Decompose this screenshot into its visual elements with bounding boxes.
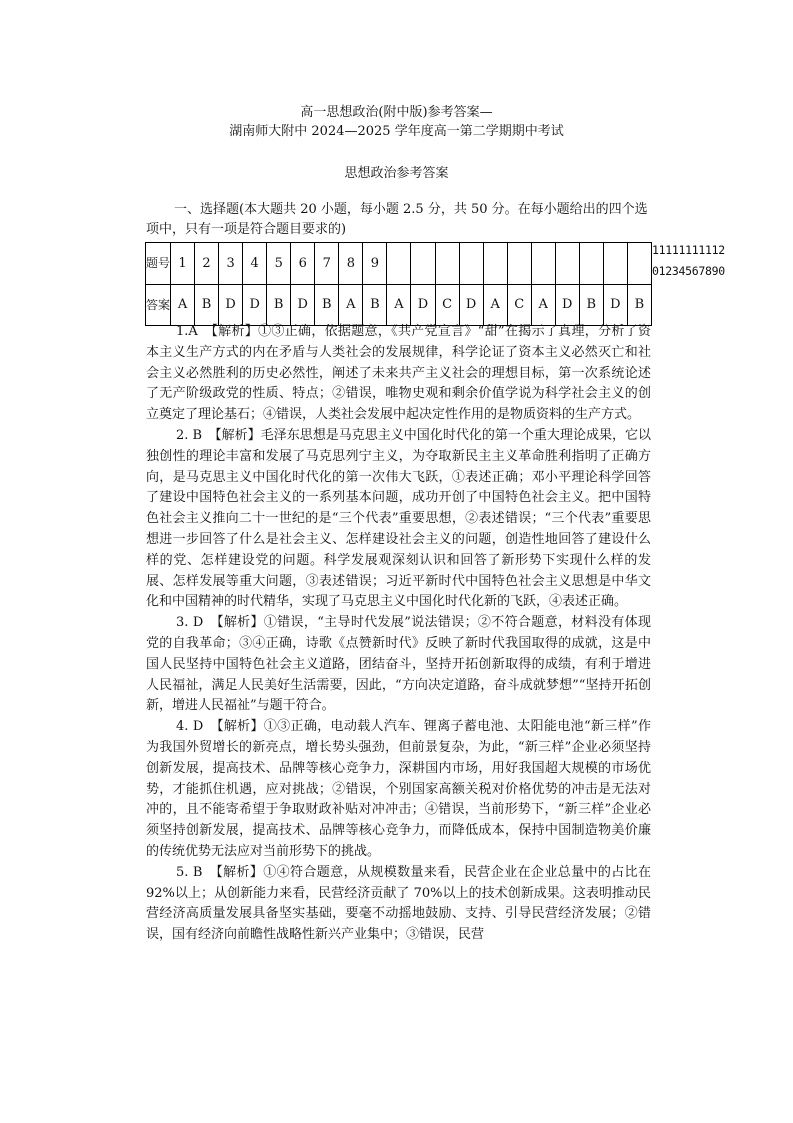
explanation-item: 4. D 【解析】①③正确，电动载人汽车、锂离子蓄电池、太阳能电池“新三样”作为我国外贸增长的新亮点，增长势头强劲，但前景复杂，为此，“新三样”企业必须坚持创新发展，提高技术、品牌等核心竞争力，深耕国内市场，用好我国超大规模的市场优势，才能抓住机遇，应对挑战；②错误，个别国家高额关税对价格优势的冲击是无法对冲的，且不能寄希望于争取财政补贴对冲冲击；④错误，当前形势下，“新三样”企业必须坚持创新发展，提高技术、品牌等核心竞争力，而降低成本，保持中国制造物美价廉的传统优势无法应对当前形势下的挑战。: [146, 719, 651, 859]
table-header-number: 题号: [146, 243, 171, 285]
table-cell-number: 5: [267, 243, 291, 285]
table-cell-number: [483, 243, 507, 285]
table-cell-number: [579, 243, 603, 285]
overflow-numbers-tens: 11111111112: [652, 243, 725, 257]
table-cell-answer: D: [411, 284, 435, 326]
explanation-item: 2. B 【解析】毛泽东思想是马克思主义中国化时代化的第一个重大理论成果，它以独创性的理论丰富和发展了马克思列宁主义，为夺取新民主主义革命胜利指明了正确方向，是马克思主义中国化时代化的第一次伟大飞跃，①表述正确；邓小平理论科学回答了建设中国特色社会主义的一系列基本问题，成功开创了中国特色社会主义。把中国特色社会主义推向二十一世纪的是“三个代表”重要思想，②表述错误；“三个代表”重要思想进一步回答了什么是社会主义、怎样建设社会主义的问题，创造性地回答了建设什么样的党、怎样建设党的问题。科学发展观深刻认识和回答了新形势下实现什么样的发展、怎样发展等重大问题，③表述错误；习近平新时代中国特色社会主义思想是中华文化和中国精神的时代精华，实现了马克思主义中国化时代化新的飞跃，④表述正确。: [146, 427, 651, 610]
table-cell-answer: D: [555, 284, 579, 326]
table-cell-answer: A: [339, 284, 363, 326]
table-cell-answer: D: [603, 284, 627, 326]
answer-table-answer-row: [146, 284, 652, 326]
table-cell-number: [459, 243, 483, 285]
section-intro: 一、选择题(本大题共 20 小题，每小题 2.5 分，共 50 分。在每小题给出的四个选项中，只有一项是符合题目要求的): [146, 202, 648, 237]
table-cell-number: [603, 243, 627, 285]
table-cell-answer: B: [579, 284, 603, 326]
table-cell-answer: B: [195, 284, 219, 326]
table-cell-number: 8: [339, 243, 363, 285]
table-cell-number: [387, 243, 411, 285]
table-cell-answer: D: [291, 284, 315, 326]
document-subtitle: 思想政治参考答案: [344, 166, 449, 181]
document-title-line1: 高一思想政治(附中版)参考答案—: [300, 105, 493, 120]
table-header-answer: 答案: [146, 284, 171, 326]
explanations: [146, 322, 651, 946]
table-cell-number: 1: [171, 243, 195, 285]
table-cell-number: 7: [315, 243, 339, 285]
table-cell-answer: A: [387, 284, 411, 326]
table-cell-number: 9: [363, 243, 387, 285]
explanation-item: 3. D 【解析】①错误，“主导时代发展”说法错误；②不符合题意，材料没有体现党的自我革命；③④正确，诗歌《点赞新时代》反映了新时代我国取得的成就，这是中国人民坚持中国特色社会主义道路，团结奋斗，坚持开拓创新取得的成绩，有利于增进人民福祉，满足人民美好生活需要，因此，“方向决定道路，奋斗成就梦想”“坚持开拓创新，增进人民福祉”与题干符合。: [146, 615, 651, 714]
table-cell-number: 6: [291, 243, 315, 285]
answer-table: [145, 242, 652, 326]
table-cell-number: 4: [243, 243, 267, 285]
table-cell-number: [555, 243, 579, 285]
overflow-numbers-units: 01234567890: [652, 264, 725, 278]
explanation-item: 5. B 【解析】①④符合题意，从规模数量来看，民营企业在企业总量中的占比在 92%以上；从创新能力来看，民营经济贡献了 70%以上的技术创新成果。这表明推动民营经济高质量发展具备坚实基础，要毫不动摇地鼓励、支持、引导民营经济发展；②错误，国有经济向前瞻性战略性新兴产业集中；③错误，民营: [146, 864, 651, 943]
table-cell-answer: D: [459, 284, 483, 326]
table-cell-answer: B: [627, 284, 651, 326]
table-cell-number: [411, 243, 435, 285]
table-cell-number: [531, 243, 555, 285]
document-title-line2: 湖南师大附中 2024—2025 学年度高一第二学期期中考试: [229, 124, 564, 139]
table-cell-answer: B: [363, 284, 387, 326]
table-cell-answer: B: [267, 284, 291, 326]
table-cell-answer: C: [435, 284, 459, 326]
answer-table-number-row: [146, 243, 652, 285]
table-cell-number: 2: [195, 243, 219, 285]
table-cell-number: [507, 243, 531, 285]
table-cell-answer: A: [171, 284, 195, 326]
table-cell-answer: A: [531, 284, 555, 326]
table-cell-answer: D: [219, 284, 243, 326]
table-cell-answer: A: [483, 284, 507, 326]
table-cell-number: 3: [219, 243, 243, 285]
table-cell-answer: B: [315, 284, 339, 326]
table-cell-answer: D: [243, 284, 267, 326]
explanation-item: 1.A 【解析】①③正确，依据题意，《共产党宣言》“甜”在揭示了真理，分析了资本主义生产方式的内在矛盾与人类社会的发展规律，科学论证了资本主义必然灭亡和社会主义必然胜利的历史必然性，阐述了未来共产主义社会的理想目标，第一次系统论述了无产阶级政党的性质、特点；②错误，唯物史观和剩余价值学说为科学社会主义的创立奠定了理论基石；④错误，人类社会发展中起决定性作用的是物质资料的生产方式。: [146, 324, 651, 423]
table-cell-number: [627, 243, 651, 285]
table-cell-answer: C: [507, 284, 531, 326]
table-cell-number: [435, 243, 459, 285]
